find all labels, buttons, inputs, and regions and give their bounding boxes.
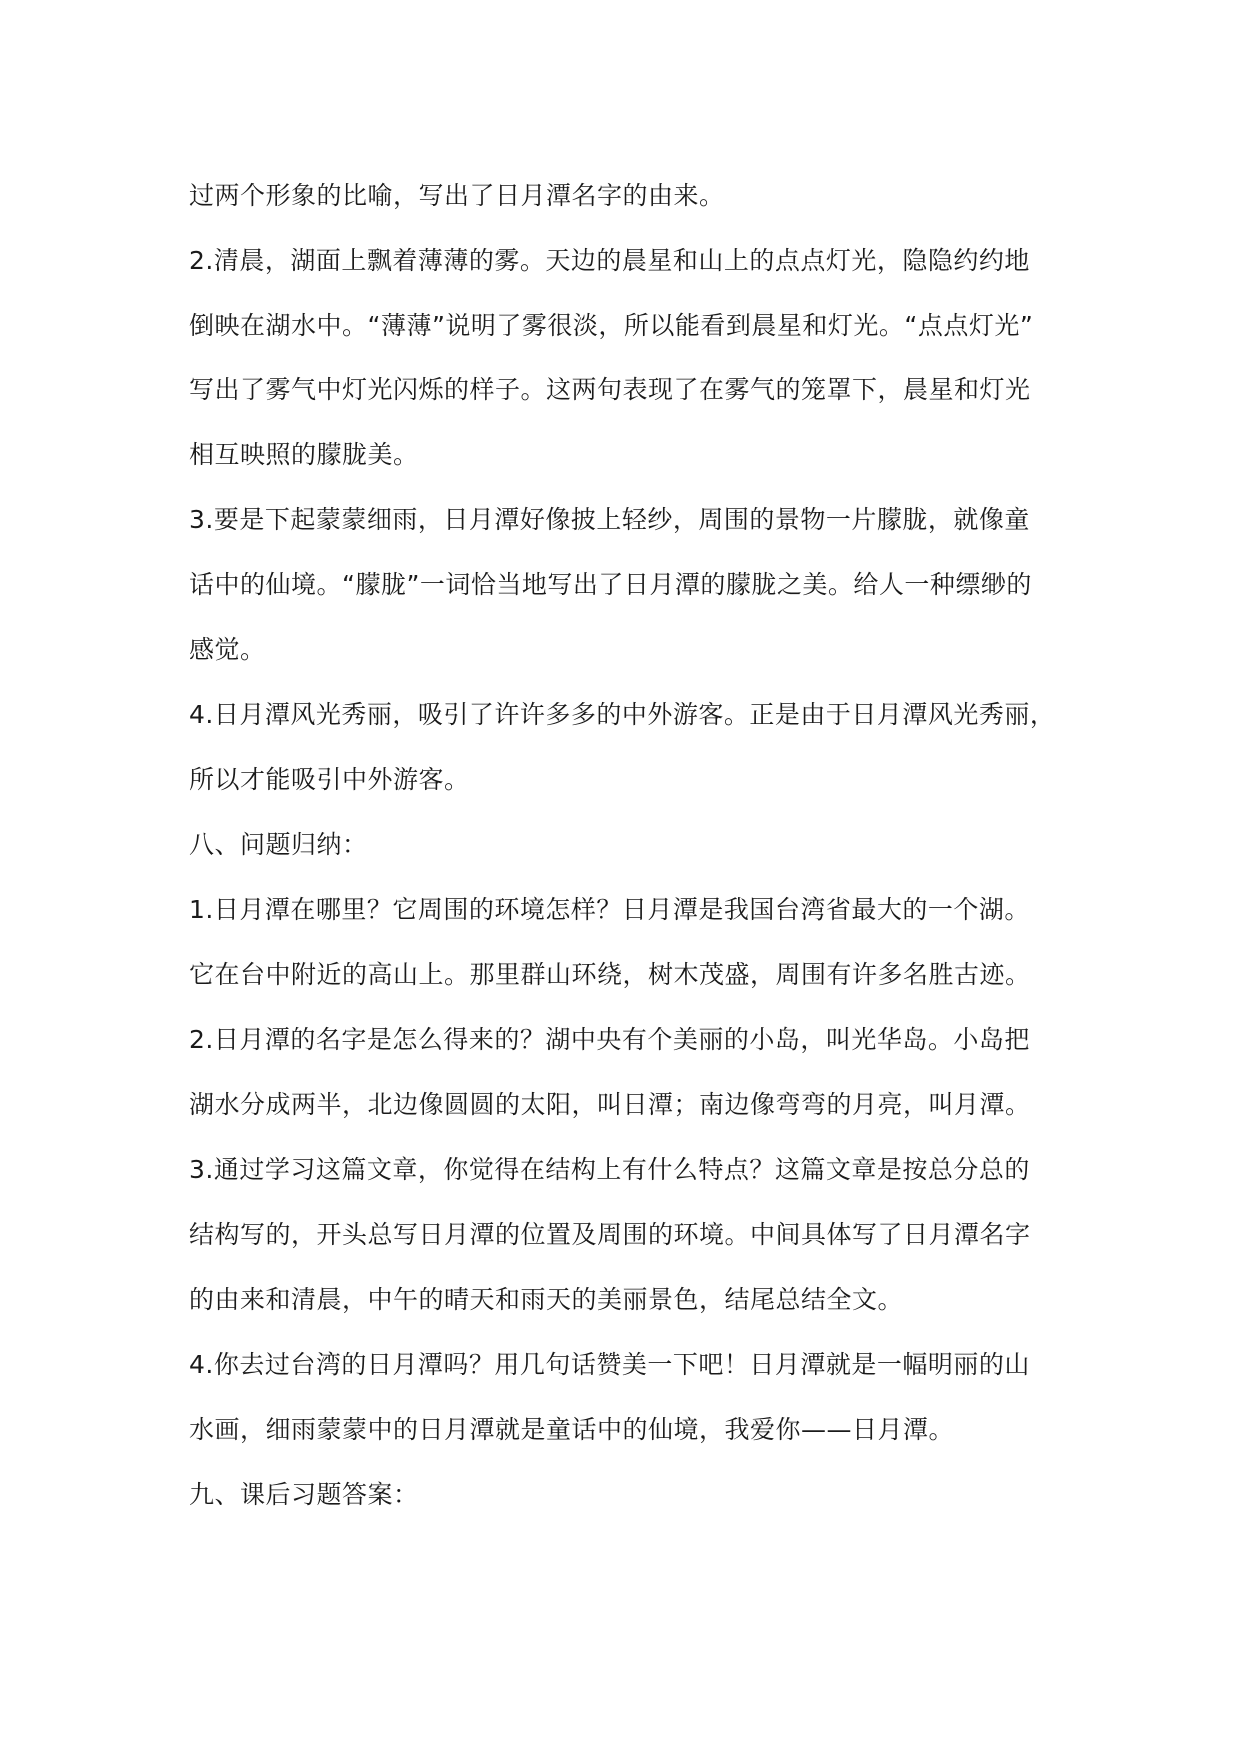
text-line: 水画，细雨蒙蒙中的日月潭就是童话中的仙境，我爱你——日月潭。 [189, 1415, 955, 1444]
text-line: 倒映在湖水中。“薄薄”说明了雾很淡，所以能看到晨星和灯光。“点点灯光” [189, 311, 1034, 340]
text-line: 4.日月潭风光秀丽，吸引了许许多多的中外游客。正是由于日月潭风光秀丽， [189, 700, 1056, 729]
text-line: 4.你去过台湾的日月潭吗？用几句话赞美一下吧！日月潭就是一幅明丽的山 [189, 1350, 1030, 1379]
text-line: 所以才能吸引中外游客。 [189, 765, 470, 794]
text-line: 3.要是下起蒙蒙细雨，日月潭好像披上轻纱，周围的景物一片朦胧，就像童 [189, 505, 1030, 534]
text-line: 结构写的，开头总写日月潭的位置及周围的环境。中间具体写了日月潭名字 [189, 1220, 1031, 1249]
text-line: 1.日月潭在哪里？它周围的环境怎样？日月潭是我国台湾省最大的一个湖。 [189, 895, 1030, 924]
text-line: 2.日月潭的名字是怎么得来的？湖中央有个美丽的小岛，叫光华岛。小岛把 [189, 1025, 1030, 1054]
text-line: 它在台中附近的高山上。那里群山环绕，树木茂盛，周围有许多名胜古迹。 [189, 960, 1031, 989]
text-line: 过两个形象的比喻，写出了日月潭名字的由来。 [189, 181, 725, 210]
text-line: 的由来和清晨，中午的晴天和雨天的美丽景色，结尾总结全文。 [189, 1285, 904, 1314]
text-line: 感觉。 [189, 635, 266, 664]
text-line: 写出了雾气中灯光闪烁的样子。这两句表现了在雾气的笼罩下，晨星和灯光 [189, 375, 1031, 404]
section-heading: 九、课后习题答案： [189, 1480, 419, 1509]
text-line: 相互映照的朦胧美。 [189, 440, 419, 469]
text-line: 3.通过学习这篇文章，你觉得在结构上有什么特点？这篇文章是按总分总的 [189, 1155, 1030, 1184]
text-line: 2.清晨，湖面上飘着薄薄的雾。天边的晨星和山上的点点灯光，隐隐约约地 [189, 246, 1030, 275]
text-line: 湖水分成两半，北边像圆圆的太阳，叫日潭；南边像弯弯的月亮，叫月潭。 [189, 1090, 1031, 1119]
text-line: 话中的仙境。“朦胧”一词恰当地写出了日月潭的朦胧之美。给人一种缥缈的 [189, 570, 1032, 599]
section-heading: 八、问题归纳： [189, 830, 368, 859]
